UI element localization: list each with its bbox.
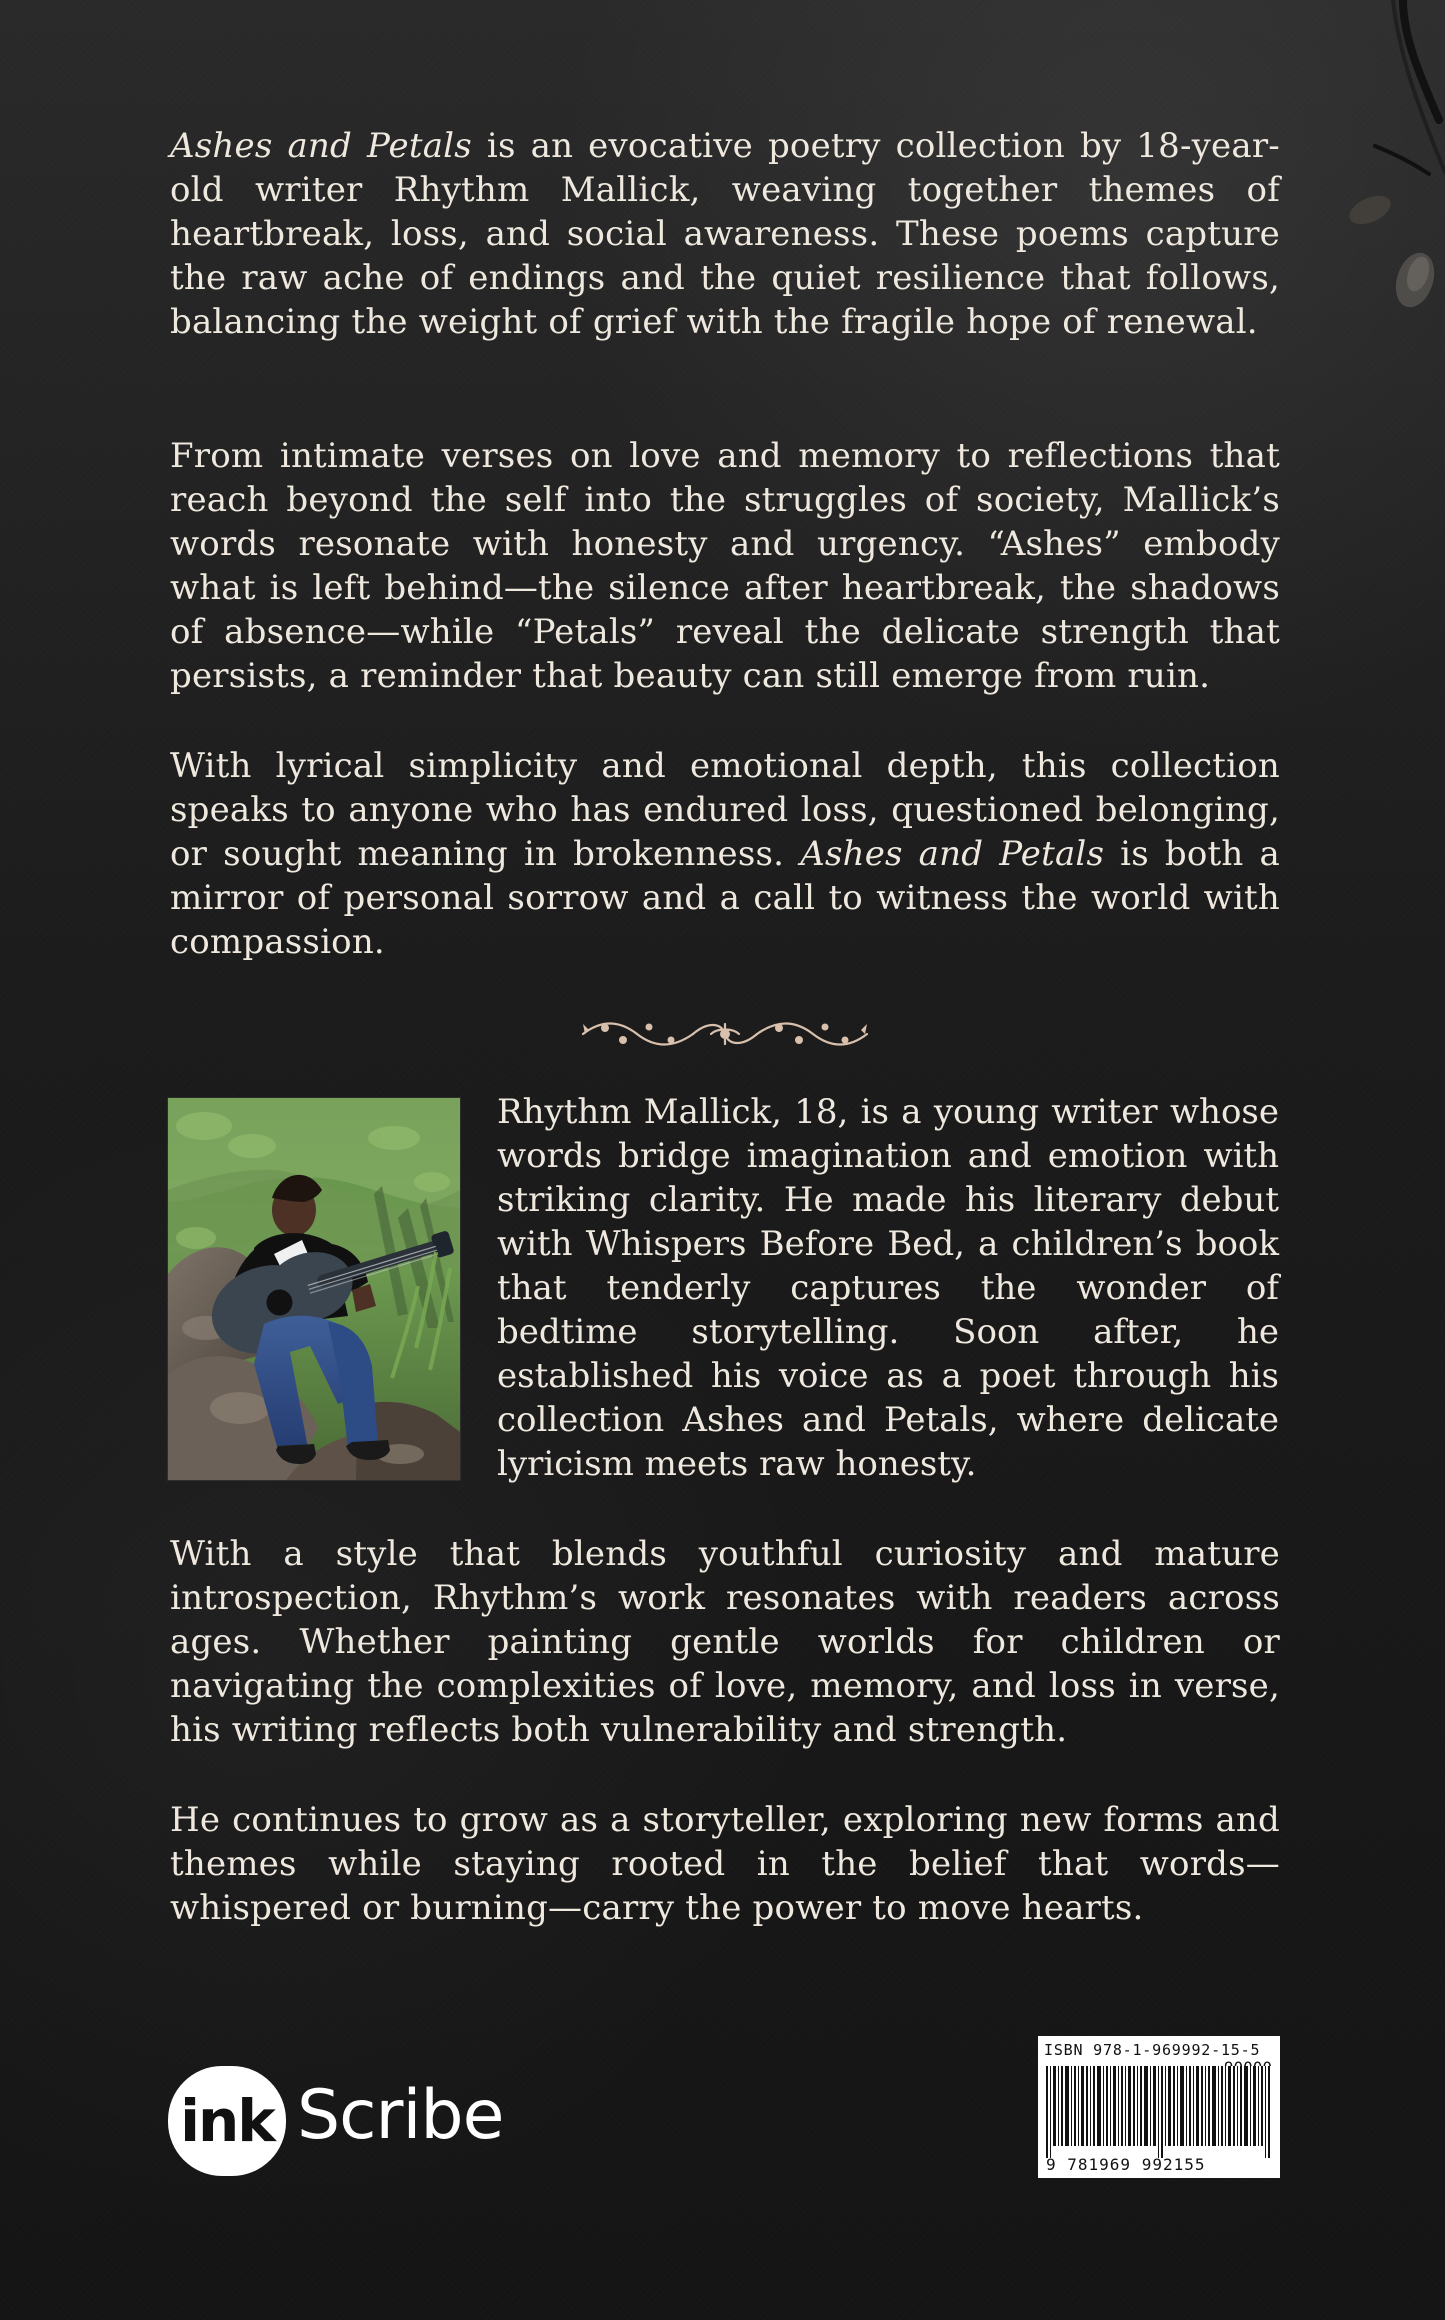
synopsis-paragraph-1-text: is an evocative poetry collection by 18-year-old writer Rhythm Mallick, weaving together themes of heartbreak, loss, and social awareness. These poems capture the raw ache of endings and the quiet resilience that follows, balancing the weight of grief with the fragile hope of renewal. bbox=[170, 126, 1280, 342]
synopsis-paragraph-2-text: From intimate verses on love and memory to reflections that reach beyond the self into the struggles of society, Mallick’s words resonate with honesty and urgency. “Ashes” embody what is left behind—the silence after heartbreak, the shadows of absence—while “Petals” reveal the delicate strength that persists, a reminder that beauty can still emerge from ruin. bbox=[170, 436, 1280, 696]
isbn-barcode bbox=[1038, 2036, 1280, 2178]
barcode-icon bbox=[1046, 2066, 1272, 2158]
synopsis-paragraph-2 bbox=[170, 434, 1280, 698]
publisher-logo-word: Scribe bbox=[297, 2076, 504, 2155]
book-title-italic-2: Ashes and Petals bbox=[800, 834, 1105, 874]
author-bio-2-text: With a style that blends youthful curiosity and mature introspection, Rhythm’s work resonates with readers across ages. Whether painting gentle worlds for children or navigating the complexities of love, memory, and loss in verse, his writing reflects both vulnerability and strength. bbox=[170, 1534, 1280, 1750]
barcode-digits: 9 781969 992155 bbox=[1046, 2155, 1206, 2174]
synopsis-paragraph-3 bbox=[170, 744, 1280, 964]
book-title-italic: Ashes and Petals bbox=[170, 126, 472, 166]
ornamental-divider-icon bbox=[575, 1010, 875, 1054]
author-bio-paragraph-2 bbox=[170, 1532, 1280, 1752]
isbn-label: ISBN 978-1-969992-15-5 bbox=[1044, 2041, 1261, 2059]
author-photo bbox=[168, 1098, 460, 1480]
publisher-logo bbox=[168, 2066, 548, 2186]
author-bio-3-text: He continues to grow as a storyteller, exploring new forms and themes while staying rooted in the belief that words—whispered or burning—carry the power to move hearts. bbox=[170, 1800, 1280, 1928]
publisher-logo-badge: ink bbox=[168, 2066, 286, 2176]
synopsis-paragraph-3-after: is both a mirror of personal sorrow and a call to witness the world with compassion. bbox=[170, 834, 1281, 962]
author-bio-paragraph-1 bbox=[497, 1090, 1279, 1486]
author-bio-1-text: Rhythm Mallick, 18, is a young writer whose words bridge imagination and emotion with striking clarity. He made his literary debut with Whispers Before Bed, a children’s book that tenderly captures the wonder of bedtime storytelling. Soon after, he established his voice as a poet through his collection Ashes and Petals, where delicate lyricism meets raw honesty. bbox=[497, 1092, 1279, 1484]
synopsis-paragraph-1 bbox=[170, 124, 1280, 344]
author-bio-paragraph-3 bbox=[170, 1798, 1280, 1930]
synopsis-paragraph-3-before: With lyrical simplicity and emotional depth, this collection speaks to anyone who has endured loss, questioned belonging, or sought meaning in brokenness. bbox=[170, 746, 1280, 874]
author-photo-image bbox=[168, 1098, 460, 1480]
